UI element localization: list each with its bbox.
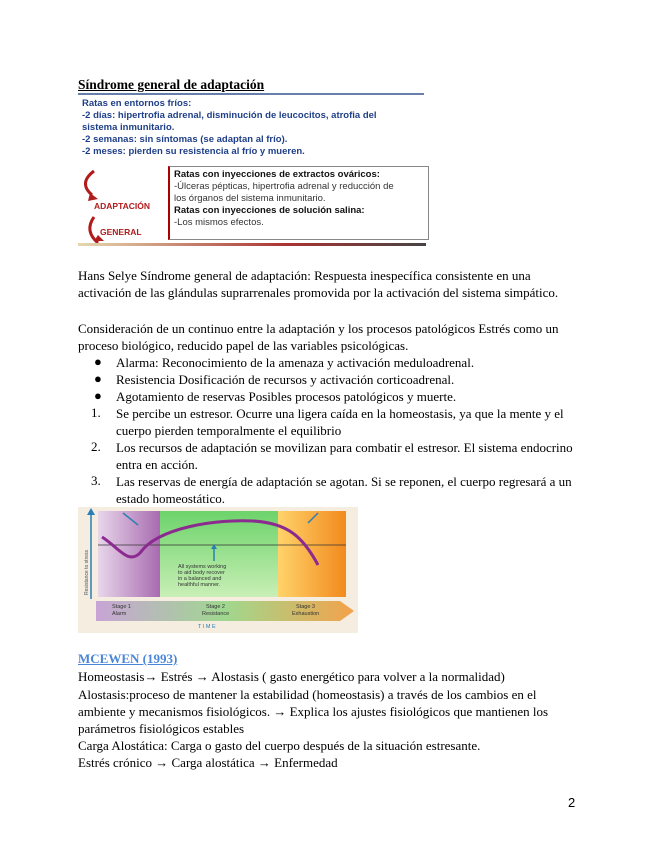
logo-text-bottom: GENERAL	[100, 227, 142, 237]
mcewen-line: ambiente y mecanismos fisiológicos. → Explica los ajustes fisiológicos que mantienen los	[78, 704, 549, 719]
stage-label: Stage 3	[296, 604, 315, 610]
stage-label: Exhaustion	[292, 611, 320, 617]
note-line: healthful manner.	[178, 582, 221, 588]
stage-label: Stage 1	[112, 604, 131, 610]
alarm-zone	[98, 511, 160, 597]
numbered-item: Las reservas de energía de adaptación se agotan. Si se reponen, el cuerpo regresará a un estado homeostático.	[116, 474, 572, 506]
mcewen-line: Estrés crónico → Carga alostática → Enfermedad	[78, 755, 338, 770]
stage-label: Stage 2	[206, 604, 225, 610]
logo-arrow-top	[85, 171, 94, 195]
cold-line: -2 meses: pierden su resistencia al frío y mueren.	[82, 146, 305, 157]
mcewen-line: Homeostasis→ Estrés → Alostasis ( gasto energético para volver a la normalidad)	[78, 669, 505, 684]
note-line: in a balanced and	[178, 576, 222, 582]
stage-label: Alarm	[112, 611, 127, 617]
continuum-paragraph: Consideración de un continuo entre la adaptación y los procesos patológicos Estrés como un proceso biológico, reducido papel de las variables psicológicas.	[78, 321, 559, 353]
list-number: 2.	[91, 439, 101, 454]
injection-panel	[168, 166, 429, 240]
mcewen-line: parámetros fisiológicos estables	[78, 721, 245, 736]
bullet-item: Resistencia Dosificación de recursos y activación corticoadrenal.	[116, 372, 455, 387]
logo-text-top: ADAPTACIÓN	[94, 201, 151, 211]
cold-line: -2 días: hipertrofia adrenal, disminución de leucocitos, atrofia del	[82, 110, 377, 121]
adaptation-figure	[78, 93, 426, 248]
injection-line: Ratas con inyecciones de extractos ováricos:	[174, 169, 380, 180]
note-line: All systems working	[178, 564, 227, 570]
selye-paragraph: Hans Selye Síndrome general de adaptación: Respuesta inespecífica consistente en una activación de las glándulas suprarrenales promovida por la activación del sistema simpático.	[78, 268, 559, 300]
note-line: to aid body recover	[178, 570, 225, 576]
gas-stages-diagram	[78, 507, 358, 633]
stage-label: Resistance	[202, 611, 230, 617]
cold-rats-panel	[78, 93, 424, 161]
mcewen-link[interactable]: MCEWEN (1993)	[78, 651, 178, 666]
mcewen-line: Carga Alostática: Carga o gasto del cuerpo después de la situación estresante.	[78, 738, 481, 753]
bullet-dot: ●	[94, 371, 102, 386]
mcewen-line: Alostasis:proceso de mantener la estabilidad (homeostasis) a través de los cambios en el	[78, 687, 537, 702]
cold-line: sistema inmunitario.	[82, 122, 175, 133]
list-number: 1.	[91, 405, 101, 420]
adaptation-logo	[78, 165, 166, 245]
cold-line: -2 semanas: sin síntomas (se adaptan al frío).	[82, 134, 288, 145]
figure-bottom-rule	[78, 243, 426, 246]
numbered-item: Los recursos de adaptación se movilizan para combatir el estresor. El sistema endocrino entra en acción.	[116, 440, 573, 472]
bullet-item: Agotamiento de reservas Posibles procesos patológicos y muerte.	[116, 389, 457, 404]
time-label: T I M E	[198, 624, 216, 630]
injection-line: Ratas con inyecciones de solución salina:	[174, 205, 365, 216]
list-number: 3.	[91, 473, 101, 488]
bullet-item: Alarma: Reconocimiento de la amenaza y activación meduloadrenal.	[116, 355, 475, 370]
bullet-dot: ●	[94, 354, 102, 369]
cold-line: Ratas en entornos fríos:	[82, 98, 192, 109]
numbered-item: Se percibe un estresor. Ocurre una ligera caída en la homeostasis, ya que la mente y el cuerpo pierden temporalmente el equilibrio	[116, 406, 564, 438]
injection-line: -Úlceras pépticas, hipertrofia adrenal y reducción de	[174, 181, 394, 192]
page-number: 2	[568, 795, 576, 810]
bullet-dot: ●	[94, 388, 102, 403]
injection-line: -Los mismos efectos.	[174, 217, 264, 228]
injection-line: los órganos del sistema inmunitario.	[174, 193, 326, 204]
section-title: Síndrome general de adaptación	[78, 77, 265, 92]
y-axis-label: Resistance to stress	[84, 549, 90, 595]
